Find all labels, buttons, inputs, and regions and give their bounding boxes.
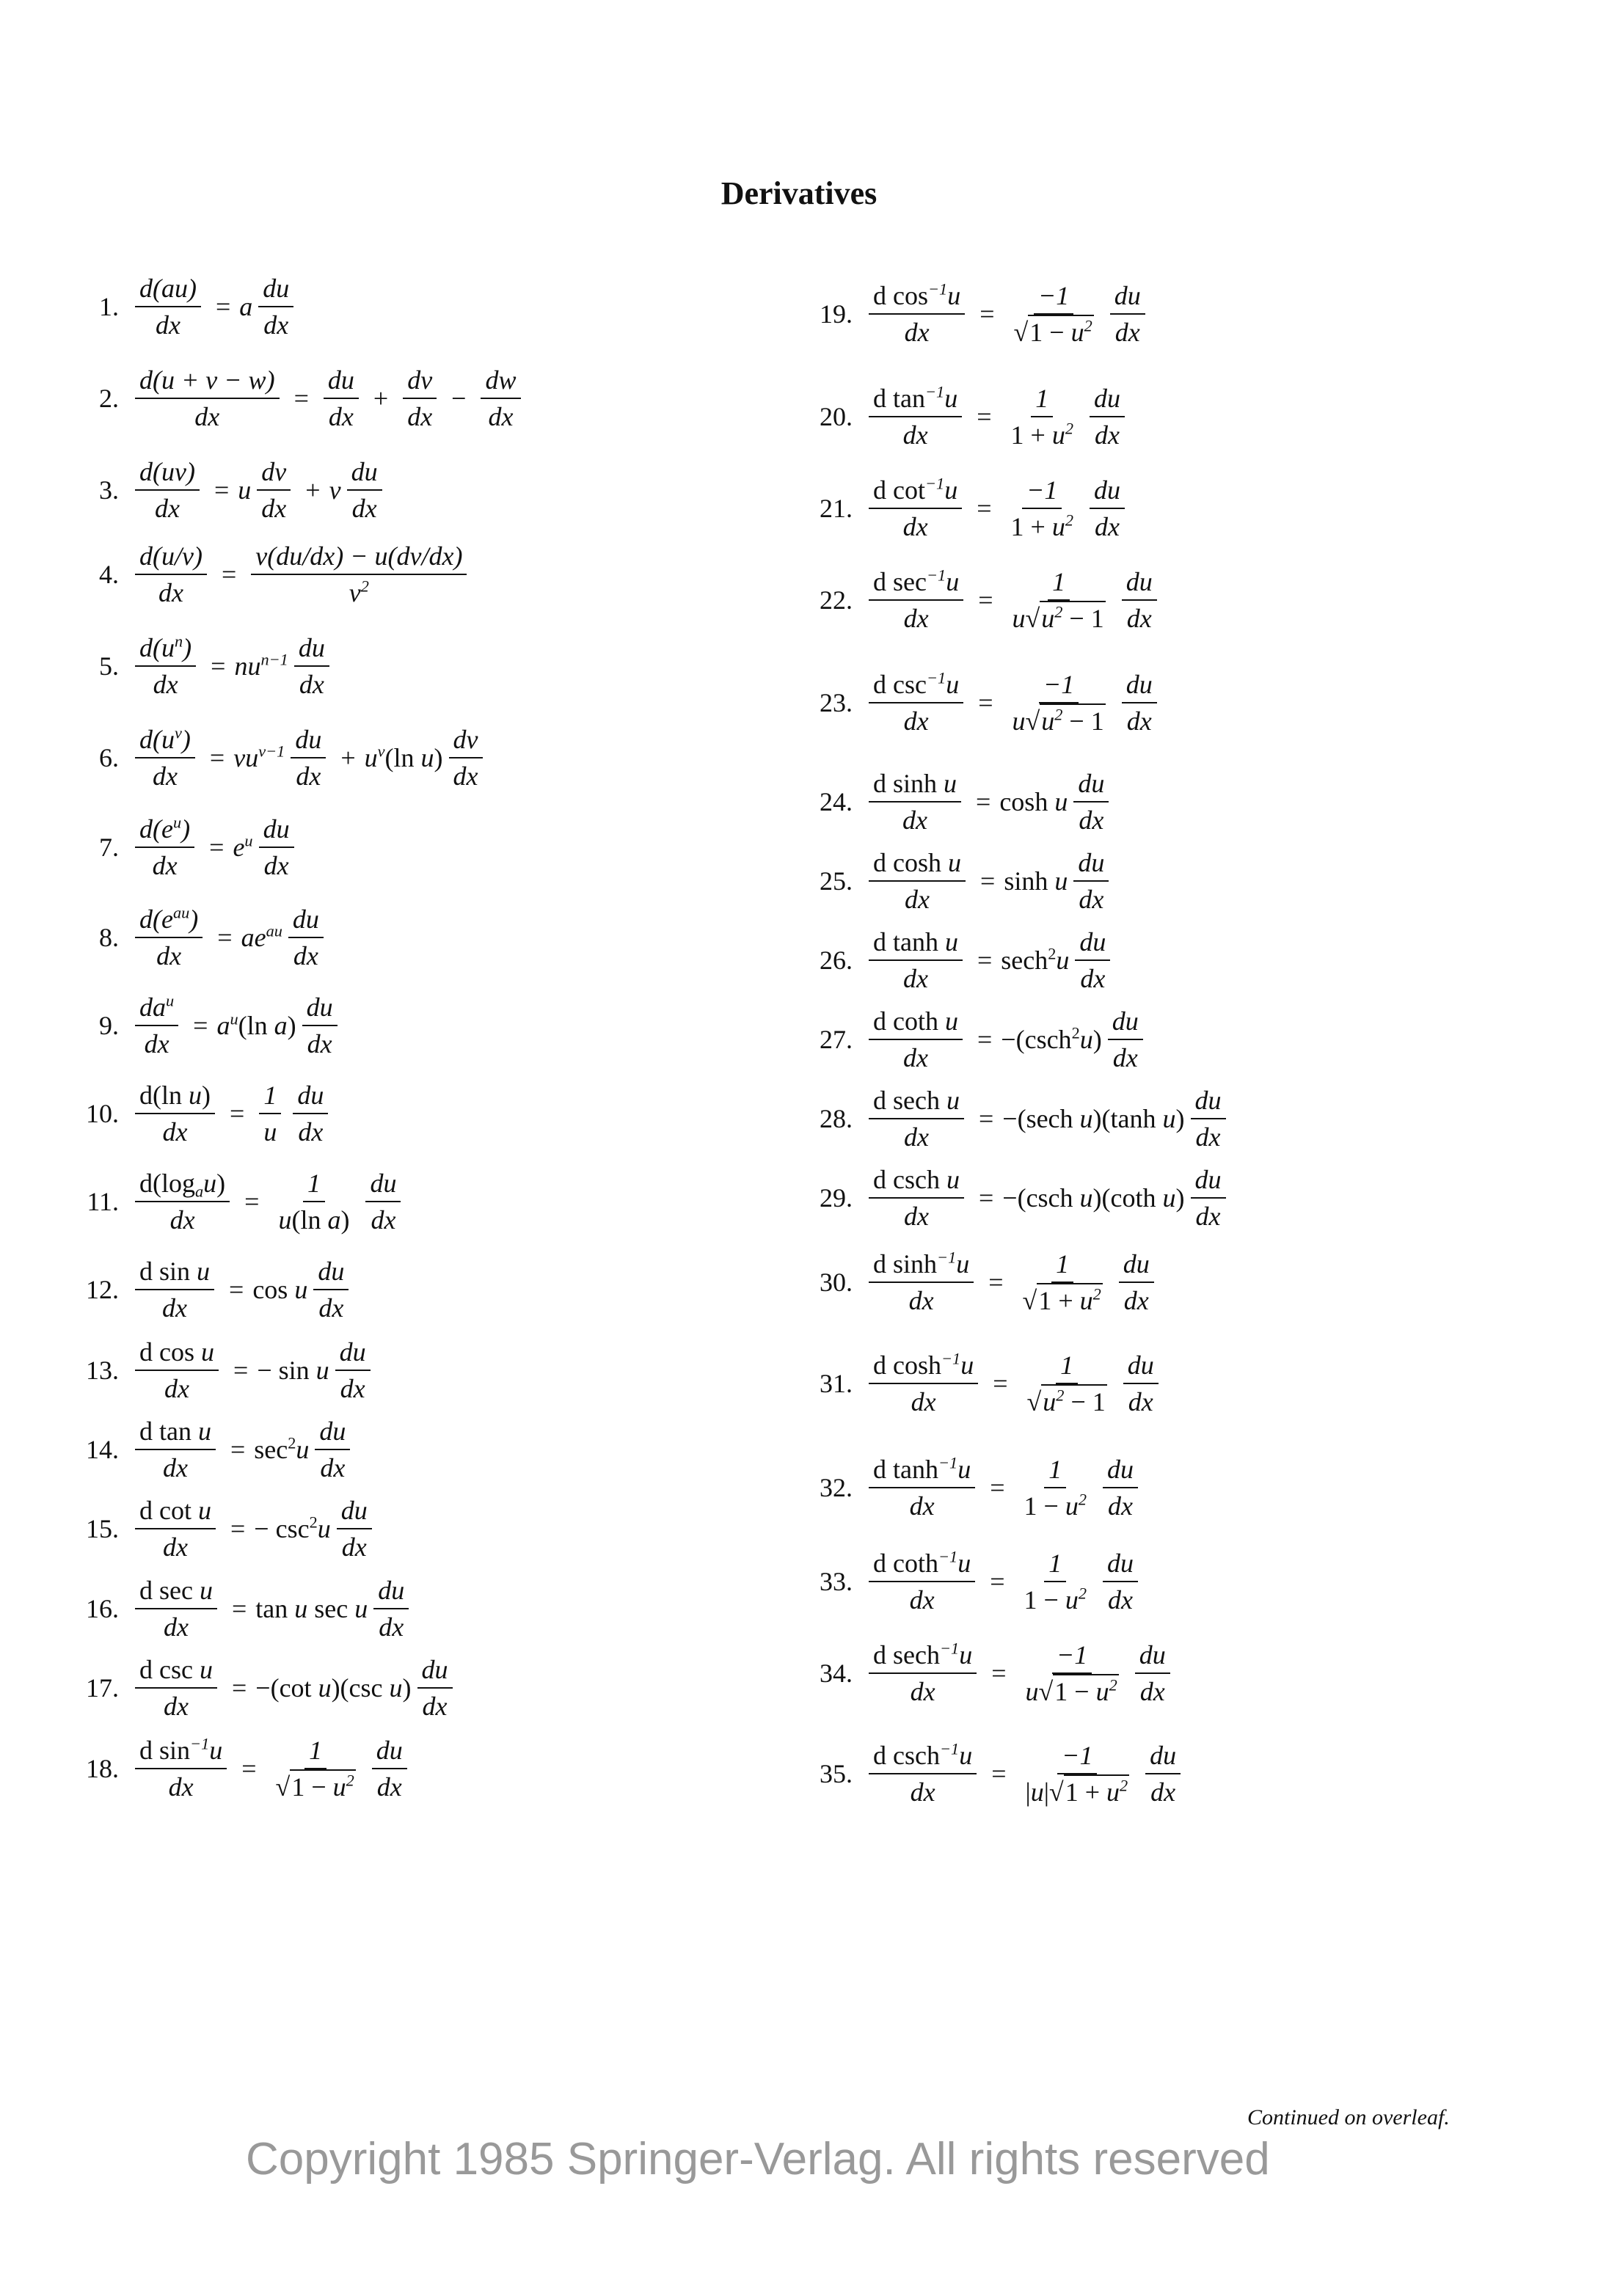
formula-34: 34. $\frac{d \sec h^{-1}u}{dx}$ = $\frac{-1}{u√1 - u^2}$ $\frac{du}{dx}$ (800, 1642, 1176, 1705)
formula-10: 10. $\frac{\text{d(ln u)}}{dx}$ = $\frac{1}{u}$ $\frac{du}{dx}$ (66, 1082, 334, 1145)
formula-26: 26. $\frac{\text{d tanh u}}{dx}$ = sech$^2$u $\frac{du}{dx}$ (800, 929, 1116, 992)
formula-number: 8. (99, 923, 119, 952)
formula-number: 29. (820, 1183, 853, 1213)
formula-number: 9. (99, 1011, 119, 1040)
formula-number: 26. (820, 946, 853, 975)
formula-19: 19. $\frac{d \cos^{-1}u}{dx}$ = $\frac{-1}{√1 - u^2}$ $\frac{du}{dx}$ (800, 282, 1151, 346)
formula-15: 15. $\frac{\text{d cot u}}{dx}$ = − $\csc^2u$ $\frac{du}{dx}$ (66, 1497, 378, 1560)
formula-number: 21. (820, 494, 853, 523)
formula-12: 12. $\frac{\text{d sin u}}{dx}$ = cos u $\frac{du}{dx}$ (66, 1258, 354, 1321)
formula-30: 30. $\frac{d \sinh^{-1}u}{dx}$ = $\frac{1}{√1 + u^2}$ $\frac{du}{dx}$ (800, 1251, 1160, 1314)
formula-number: 13. (86, 1356, 119, 1385)
formula-number: 1. (99, 292, 119, 321)
formula-25: 25. $\frac{\text{d cosh u}}{dx}$ = sinh u $\frac{du}{dx}$ (800, 849, 1114, 913)
formula-number: 7. (99, 833, 119, 862)
formula-2: 2. $\frac{d(u + v - w)}{dx}$ = $\frac{du}{dx}$ + $\frac{dv}{dx}$ − $\frac{dw}{dx}$ (66, 367, 527, 430)
formula-number: 33. (820, 1567, 853, 1596)
formula-20: 20. $\frac{d \tan^{-1}u}{dx}$ = $\frac{1}{1 + u^2}$ $\frac{du}{dx}$ (800, 385, 1131, 448)
formula-18: 18. $\frac{d \sin^{-1}u}{dx}$ = $\frac{1}{√1 - u^2}$ $\frac{du}{dx}$ (66, 1737, 413, 1800)
formula-number: 19. (820, 299, 853, 329)
formula-number: 3. (99, 475, 119, 505)
formula-22: 22. $\frac{d \sec^{-1}u}{dx}$ = $\frac{1}{u√u^2 - 1}$ $\frac{du}{dx}$ (800, 568, 1163, 632)
formula-13: 13. $\frac{\text{d cos u}}{dx}$ = − sin u $\frac{du}{dx}$ (66, 1339, 376, 1402)
formula-number: 5. (99, 651, 119, 681)
formula-33: 33. $\frac{d \cot h^{-1}u}{dx}$ = $\frac{1}{1 - u^2}$ $\frac{du}{dx}$ (800, 1550, 1144, 1613)
formula-number: 27. (820, 1025, 853, 1054)
formula-number: 32. (820, 1473, 853, 1502)
formula-35: 35. $\frac{d \csc h^{-1}u}{dx}$ = $\frac{-1}{|u|√1 + u^2}$ $\frac{du}{dx}$ (800, 1742, 1186, 1805)
formula-16: 16. $\frac{\text{d sec u}}{dx}$ = tan u sec u $\frac{du}{dx}$ (66, 1577, 415, 1640)
formula-number: 31. (820, 1369, 853, 1398)
formula-number: 28. (820, 1104, 853, 1133)
formula-23: 23. $\frac{d \csc^{-1}u}{dx}$ = $\frac{-1}{u√u^2 - 1}$ $\frac{du}{dx}$ (800, 671, 1163, 734)
formula-number: 20. (820, 402, 853, 431)
formula-number: 35. (820, 1759, 853, 1788)
formula-number: 18. (86, 1754, 119, 1783)
formula-17: 17. $\frac{\text{d csc u}}{dx}$ = −(cot u)(csc u) $\frac{du}{dx}$ (66, 1656, 459, 1719)
formula-32: 32. $\frac{d \tanh^{-1}u}{dx}$ = $\frac{1}{1 - u^2}$ $\frac{du}{dx}$ (800, 1456, 1144, 1519)
continued-note: Continued on overleaf. (1247, 2105, 1450, 2129)
formula-number: 14. (86, 1435, 119, 1464)
formula-number: 4. (99, 560, 119, 589)
formula-8: 8. $\frac{d(e^{au})}{dx}$ = $ae^{au}$ $\frac{du}{dx}$ (66, 906, 329, 969)
formula-28: 28. $\frac{\text{d sech u}}{dx}$ = −(sech u)(tanh u) $\frac{du}{dx}$ (800, 1087, 1232, 1150)
formula-number: 11. (87, 1187, 119, 1216)
formula-number: 23. (820, 688, 853, 717)
formula-21: 21. $\frac{d \cot^{-1}u}{dx}$ = $\frac{-1}{1 + u^2}$ $\frac{du}{dx}$ (800, 477, 1131, 540)
formula-29: 29. $\frac{\text{d csch u}}{dx}$ = −(csch u)(coth u) $\frac{du}{dx}$ (800, 1166, 1232, 1229)
formula-number: 24. (820, 787, 853, 816)
formula-number: 15. (86, 1514, 119, 1543)
formula-number: 25. (820, 866, 853, 896)
formula-6: 6. $\frac{d(u^v)}{dx}$ = $vu^{v-1}$ $\frac{du}{dx}$ + $u^v$ (ln u) $\frac{dv}{dx}$ (66, 726, 489, 789)
formula-7: 7. $\frac{d(e^u)}{dx}$ = $e^u$ $\frac{du}{dx}$ (66, 816, 300, 879)
formula-11: 11. $\frac{d(\log_au)}{dx}$ = $\frac{1}{\text{u(ln a)}}$ $\frac{du}{dx}$ (66, 1170, 406, 1233)
formula-number: 30. (820, 1268, 853, 1297)
formula-5: 5. $\frac{d(u^n)}{dx}$ = $nu^{n-1}$ $\frac{du}{dx}$ (66, 635, 335, 698)
page-title: Derivatives (720, 175, 878, 211)
formula-24: 24. $\frac{\text{d sinh u}}{dx}$ = cosh u $\frac{du}{dx}$ (800, 770, 1114, 833)
formula-27: 27. $\frac{\text{d coth u}}{dx}$ = −(csch$^2$u) $\frac{du}{dx}$ (800, 1008, 1149, 1071)
formula-number: 12. (86, 1275, 119, 1304)
formula-number: 2. (99, 384, 119, 413)
formula-14: 14. $\frac{\text{d tan u}}{dx}$ = $\sec^2u$ $\frac{du}{dx}$ (66, 1418, 356, 1481)
formula-4: 4. $\frac{d(u/v)}{dx}$ = $\frac{v(du/dx) - u(dv/dx)}{v^2}$ (66, 543, 473, 606)
formula-number: 10. (86, 1099, 119, 1128)
formula-number: 34. (820, 1659, 853, 1688)
formula-3: 3. $\frac{d(uv)}{dx}$ = u $\frac{dv}{dx}$ + v $\frac{du}{dx}$ (66, 458, 388, 522)
formula-number: 16. (86, 1594, 119, 1623)
formula-1: 1. $\frac{d(au)}{dx}$ = a $\frac{du}{dx}$ (66, 275, 299, 338)
formula-number: 22. (820, 585, 853, 615)
copyright-watermark: Copyright 1985 Springer-Verlag. All rights reserved (246, 2134, 1270, 2185)
formula-9: 9. $\frac{da^u}{dx}$ = $a^u$ (ln a) $\frac{du}{dx}$ (66, 994, 343, 1057)
formula-31: 31. $\frac{d \cosh^{-1}u}{dx}$ = $\frac{1}{√u^2 - 1}$ $\frac{du}{dx}$ (800, 1352, 1164, 1415)
formula-number: 6. (99, 743, 119, 772)
formula-number: 17. (86, 1673, 119, 1703)
